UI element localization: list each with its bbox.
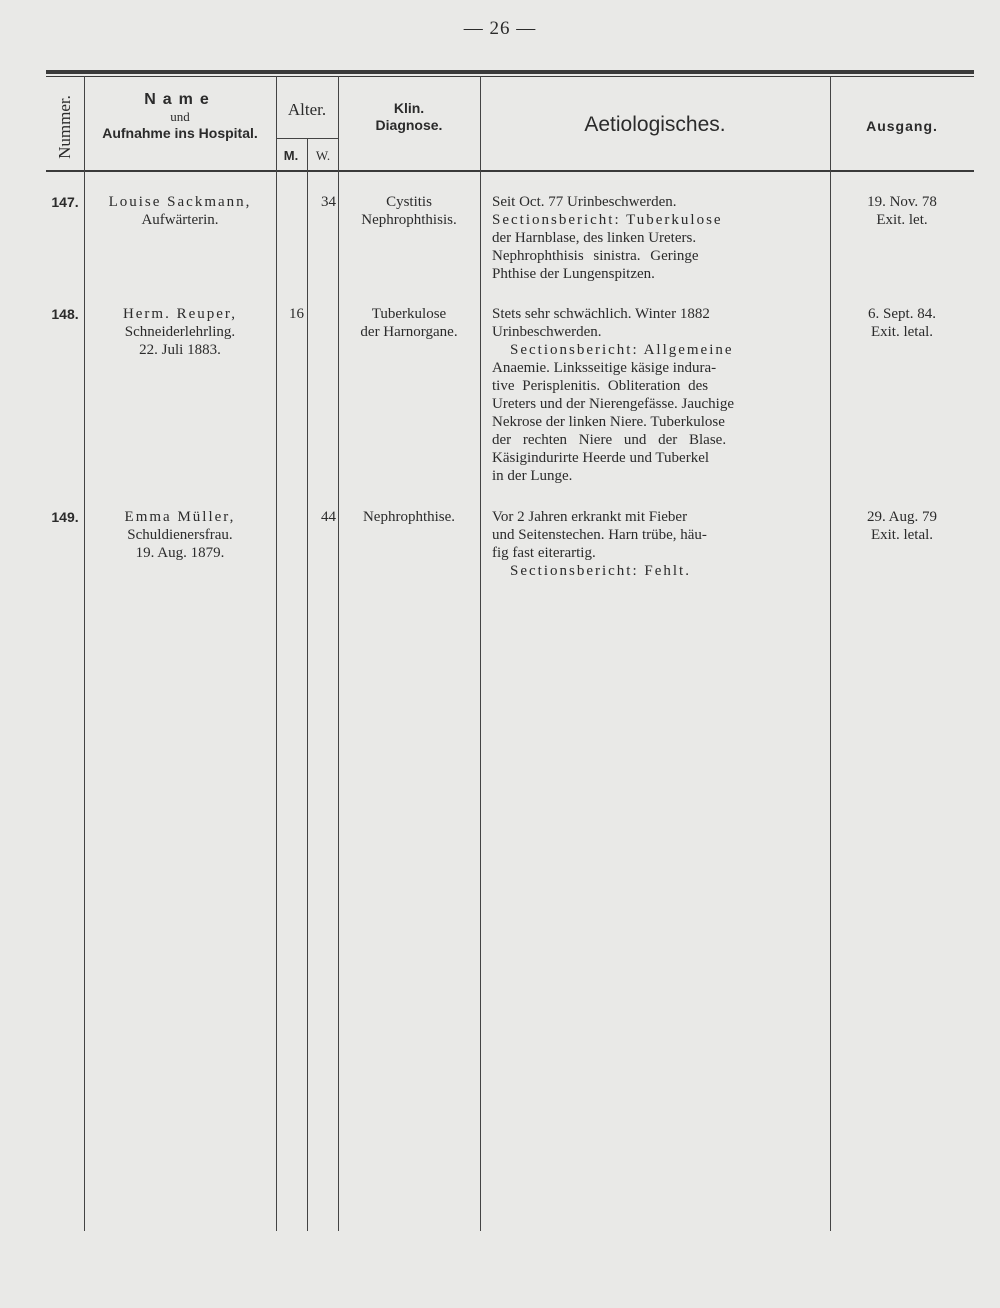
row-alter-m: 16: [289, 306, 304, 322]
header-top-rule-thin: [46, 76, 974, 77]
header-alter: Alter.: [287, 100, 327, 119]
column-divider-2: [276, 76, 277, 1231]
row-nummer: 147.: [51, 194, 79, 210]
row-name: Herm. Reuper, Schneiderlehrling. 22. Juli 1883.: [122, 306, 238, 358]
header-top-rule-thick: [46, 70, 974, 74]
row-diagnose: Tuberkulose der Harnorgane.: [360, 306, 458, 340]
page-number: — 26 —: [463, 18, 537, 39]
header-bottom-rule: [46, 170, 974, 172]
row-alter-w: 44: [321, 509, 336, 525]
header-alter-w: W.: [315, 148, 331, 163]
column-divider-6: [830, 76, 831, 1231]
row-name: Emma Müller, Schuldienersfrau. 19. Aug. 1879.: [124, 509, 236, 561]
header-ausgang: Ausgang.: [866, 118, 938, 134]
row-aetiologisches: Vor 2 Jahren erkrankt mit Fieber und Seitenstechen. Harn trübe, häu- fig fast eiterartig. Sectionsbericht: Fehlt.: [492, 509, 707, 579]
alter-subheader-rule: [276, 138, 338, 139]
row-ausgang: 19. Nov. 78 Exit. let.: [867, 194, 937, 228]
column-divider-5: [480, 76, 481, 1231]
row-ausgang: 6. Sept. 84. Exit. letal.: [868, 306, 936, 340]
row-name: Louise Sackmann, Aufwärterin.: [108, 194, 252, 228]
row-alter-w: 34: [321, 194, 336, 210]
row-nummer: 148.: [51, 306, 79, 322]
header-diagnose: Klin. Diagnose.: [375, 100, 443, 133]
column-divider-4: [338, 76, 339, 1231]
row-aetiologisches: Stets sehr schwächlich. Winter 1882 Urinbeschwerden. Sectionsbericht: Allgemeine Anaemie. Linksseitige käsige indura- tive Perisplenitis. Obliteration des Ureters und der Nierengefässe. Jauchige Nekrose der linken Niere. Tuberkulose der rechten Niere und der Blase. Käsigindurirte Heerde und Tuberkel in der Lunge.: [492, 306, 734, 484]
row-diagnose: Nephrophthise.: [362, 509, 456, 525]
header-aetiologisches: Aetiologisches.: [584, 113, 726, 136]
row-aetiologisches: Seit Oct. 77 Urinbeschwerden. Sectionsbericht: Tuberkulose der Harnblase, des linken Ureters. Nephrophthisis sinistra. Geringe Phthise der Lungenspitzen.: [492, 194, 723, 282]
header-alter-m: M.: [283, 148, 299, 163]
column-divider-3: [307, 138, 308, 1231]
column-divider-1: [84, 76, 85, 1231]
row-diagnose: Cystitis Nephrophthisis.: [361, 194, 457, 228]
row-nummer: 149.: [51, 509, 79, 525]
row-ausgang: 29. Aug. 79 Exit. letal.: [866, 509, 937, 543]
header-name: Name und Aufnahme ins Hospital.: [102, 91, 258, 141]
header-nummer: Nummer.: [55, 95, 74, 159]
